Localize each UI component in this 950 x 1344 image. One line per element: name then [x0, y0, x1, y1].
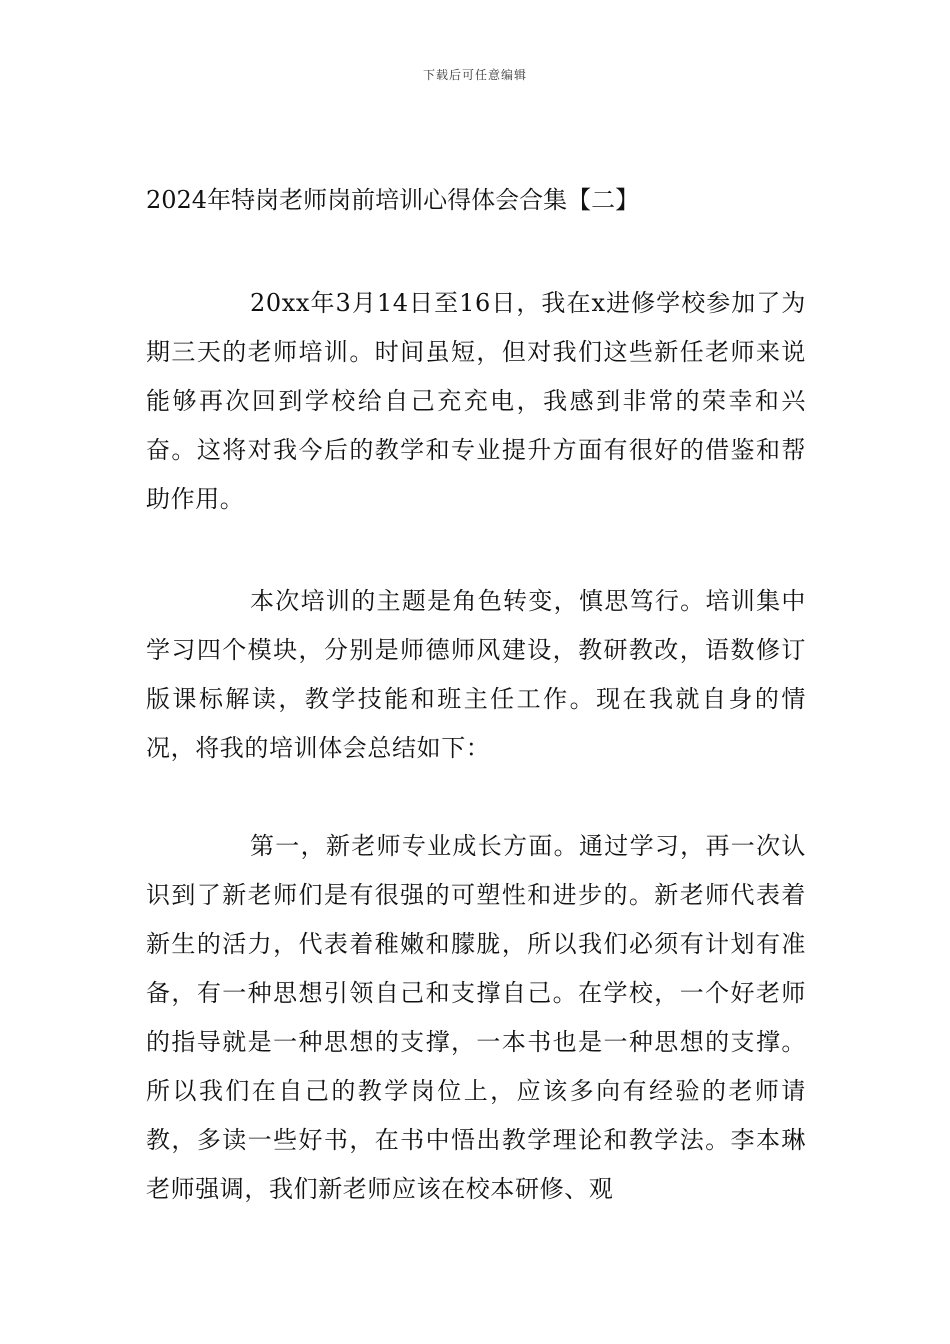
- document-title: 2024年特岗老师岗前培训心得体会合集【二】: [146, 186, 640, 214]
- header-note: 下载后可任意编辑: [422, 68, 527, 82]
- paragraph-1: 20xx年3月14日至16日，我在x进修学校参加了为期三天的老师培训。时间虽短，但对我们这些新任老师来说能够再次回到学校给自己充充电，我感到非常的荣幸和兴奋。这将对我今后的教学和专业提升方面有很好的借鉴和帮助作用。: [146, 289, 806, 513]
- paragraph-2: 本次培训的主题是角色转变，慎思笃行。培训集中学习四个模块，分别是师德师风建设，教研教改，语数修订版课标解读，教学技能和班主任工作。现在我就自身的情况，将我的培训体会总结如下：: [146, 587, 806, 762]
- paragraph-3: 第一，新老师专业成长方面。通过学习，再一次认识到了新老师们是有很强的可塑性和进步的。新老师代表着新生的活力，代表着稚嫩和朦胧，所以我们必须有计划有准备，有一种思想引领自己和支撑自己。在学校，一个好老师的指导就是一种思想的支撑，一本书也是一种思想的支撑。所以我们在自己的教学岗位上，应该多向有经验的老师请教，多读一些好书，在书中悟出教学理论和教学法。李本琳老师强调，我们新老师应该在校本研修、观: [146, 832, 806, 1203]
